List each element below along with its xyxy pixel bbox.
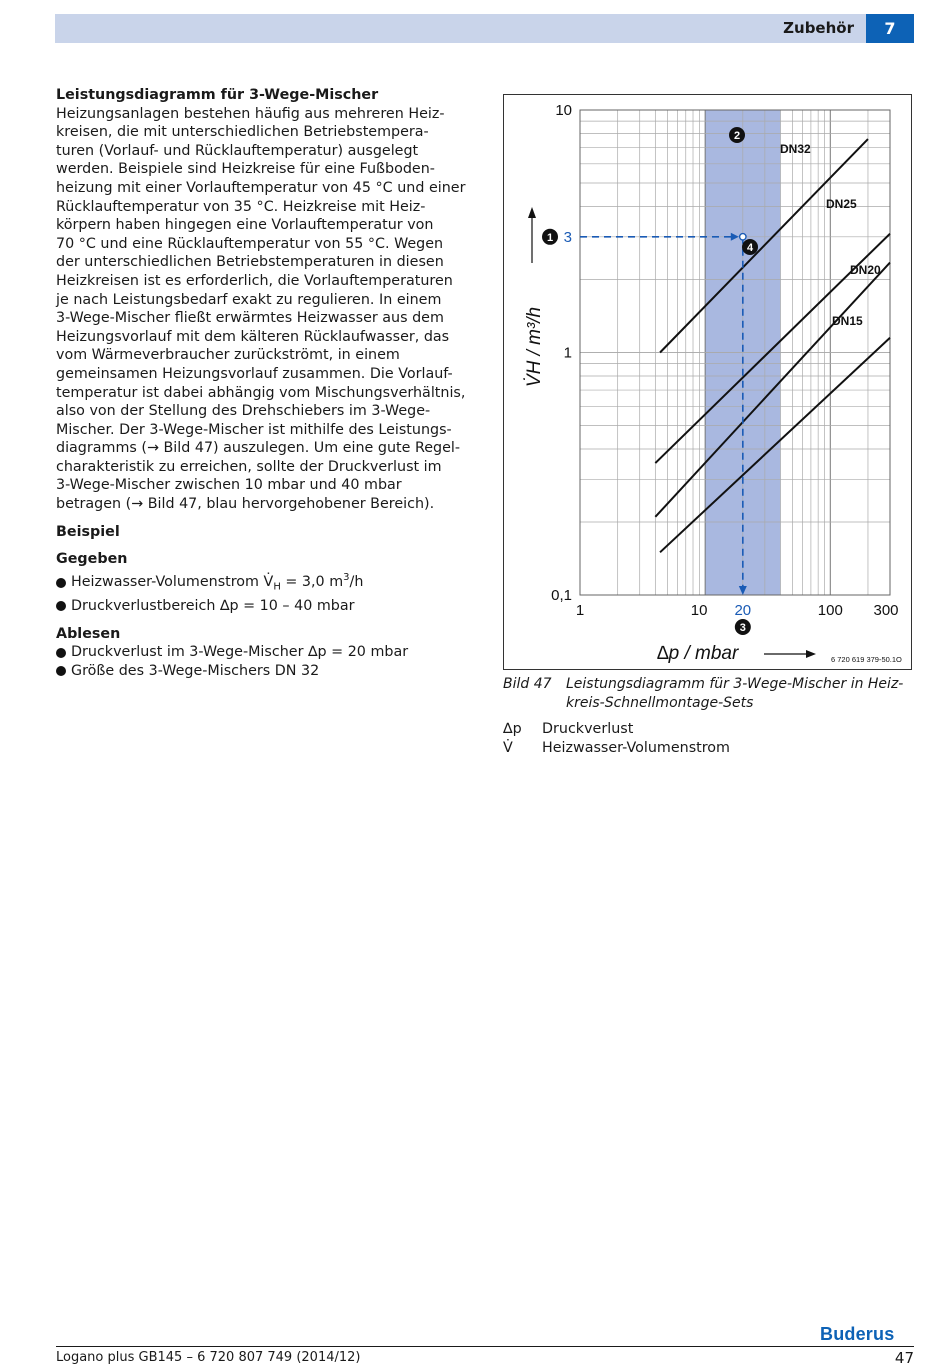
body-line: vom Wärmeverbraucher zurückströmt, in einem xyxy=(56,347,400,364)
body-line: gemeinsamen Heizungsvorlauf zusammen. Die Vorlauf- xyxy=(56,365,453,382)
body-line: der unterschiedlichen Betriebstemperaturen in diesen xyxy=(56,254,444,271)
section-title: Zubehör xyxy=(783,19,854,37)
header-bar xyxy=(55,14,866,43)
body-line: Mischer. Der 3-Wege-Mischer ist mithilfe des Leistungs- xyxy=(56,421,452,438)
body-line: Rücklauftemperatur von 35 °C. Heizkreise mit Heiz- xyxy=(56,198,426,215)
arrow-right-icon xyxy=(806,650,816,658)
given-item-text: Druckverlustbereich ∆p = 10 – 40 mbar xyxy=(71,598,355,615)
body-line: turen (Vorlauf- und Rücklauftemperatur) ausgelegt xyxy=(56,142,419,159)
x-tick-label: 100 xyxy=(817,602,843,619)
series-label: DN25 xyxy=(826,197,857,211)
y-tick-label: 3 xyxy=(563,228,572,246)
legend-symbol: V̇ xyxy=(503,740,513,756)
body-line: je nach Leistungsbedarf exakt zu regulieren. In einem xyxy=(56,291,442,308)
page-number: 47 xyxy=(894,1349,914,1367)
given-list xyxy=(56,569,471,616)
body-line: heizung mit einer Vorlauftemperatur von 45 °C und einer xyxy=(56,179,466,196)
legend-symbol: ∆p xyxy=(503,721,522,737)
caption-text: Leistungsdiagramm für 3-Wege-Mischer in Heiz-kreis-Schnellmontage-Sets xyxy=(566,676,904,711)
body-line: kreisen, die mit unterschiedlichen Betriebstempera- xyxy=(56,124,429,141)
footer-divider xyxy=(56,1346,914,1347)
marker-number: 2 xyxy=(733,130,741,142)
chart-figure xyxy=(503,94,912,670)
y-tick-label: 1 xyxy=(563,344,572,362)
example-point xyxy=(740,234,746,240)
figure-code: 6 720 619 379-50.1O xyxy=(831,655,902,664)
section-heading: Leistungsdiagramm für 3-Wege-Mischer xyxy=(56,87,379,103)
arrow-up-icon xyxy=(528,207,536,218)
body-line: 3-Wege-Mischer fließt erwärmtes Heizwasser aus dem xyxy=(56,310,444,327)
bullet-icon xyxy=(56,648,66,658)
x-tick-label: 10 xyxy=(690,602,708,619)
list-item xyxy=(56,597,471,616)
marker-number: 4 xyxy=(746,242,754,254)
body-line: Heizungsanlagen bestehen häufig aus mehreren Heiz- xyxy=(56,105,445,122)
body-line: 70 °C und eine Rücklauftemperatur von 55 °C. Wegen xyxy=(56,235,444,252)
body-text xyxy=(56,105,471,514)
legend-row xyxy=(503,720,913,739)
x-tick-label: 20 xyxy=(734,602,752,619)
read-item-text: Größe des 3-Wege-Mischers DN 32 xyxy=(71,662,320,679)
body-line: Heizungsvorlauf mit dem kälteren Rücklaufwasser, das xyxy=(56,328,450,345)
series-label: DN32 xyxy=(780,142,811,156)
read-heading: Ablesen xyxy=(56,625,121,642)
body-line: also von der Stellung des Drehschiebers im 3-Wege- xyxy=(56,403,431,420)
list-item xyxy=(56,569,471,597)
body-line: temperatur ist dabei abhängig vom Mischungsverhältnis, xyxy=(56,384,466,401)
body-line: werden. Beispiele sind Heizkreise für eine Fußboden- xyxy=(56,161,435,178)
body-line: diagramms (→ Bild 47) auszulegen. Um eine gute Regel- xyxy=(56,440,461,457)
x-tick-label: 1 xyxy=(575,602,585,619)
read-list xyxy=(56,643,471,680)
y-tick-label: 0,1 xyxy=(551,587,572,604)
list-item xyxy=(56,643,471,662)
marker-number: 3 xyxy=(739,622,746,634)
x-tick-label: 300 xyxy=(873,602,899,619)
footer-doc-info: Logano plus GB145 – 6 720 807 749 (2014/12) xyxy=(56,1350,361,1365)
given-item-text: Heizwasser-Volumenstrom $V̇_H = 3,0$ $m^3/h$ xyxy=(71,571,364,593)
bullet-icon xyxy=(56,666,66,676)
left-column xyxy=(56,86,471,680)
symbol-legend xyxy=(503,720,913,758)
read-item-text: Druckverlust im 3-Wege-Mischer ∆p = 20 mbar xyxy=(71,644,409,661)
y-axis-label: V̇H / m³/h xyxy=(524,306,545,388)
body-line: 3-Wege-Mischer zwischen 10 mbar und 40 mbar xyxy=(56,477,402,494)
body-line: betragen (→ Bild 47, blau hervorgehobener Bereich). xyxy=(56,496,435,513)
x-axis-label: ∆p / mbar xyxy=(657,643,739,664)
caption-number: Bild 47 xyxy=(503,676,552,692)
body-line: körpern haben hingegen eine Vorlauftemperatur von xyxy=(56,217,434,234)
given-heading: Gegeben xyxy=(56,551,128,568)
legend-row xyxy=(503,739,913,758)
body-line: Heizkreisen ist es erforderlich, die Vorlauftemperaturen xyxy=(56,272,453,289)
body-line: charakteristik zu erreichen, sollte der Druckverlust im xyxy=(56,458,442,475)
bullet-icon xyxy=(56,578,66,588)
y-tick-label: 10 xyxy=(555,102,572,119)
series-label: DN20 xyxy=(850,263,881,277)
legend-text: Heizwasser-Volumenstrom xyxy=(542,740,730,756)
list-item xyxy=(56,662,471,681)
series-label: DN15 xyxy=(832,314,863,328)
chapter-number: 7 xyxy=(866,14,914,43)
buderus-logo: Buderus xyxy=(820,1324,895,1344)
legend-text: Druckverlust xyxy=(542,721,634,737)
example-heading: Beispiel xyxy=(56,523,120,540)
bullet-icon xyxy=(56,601,66,611)
performance-chart xyxy=(504,95,913,671)
marker-number: 1 xyxy=(546,231,554,244)
